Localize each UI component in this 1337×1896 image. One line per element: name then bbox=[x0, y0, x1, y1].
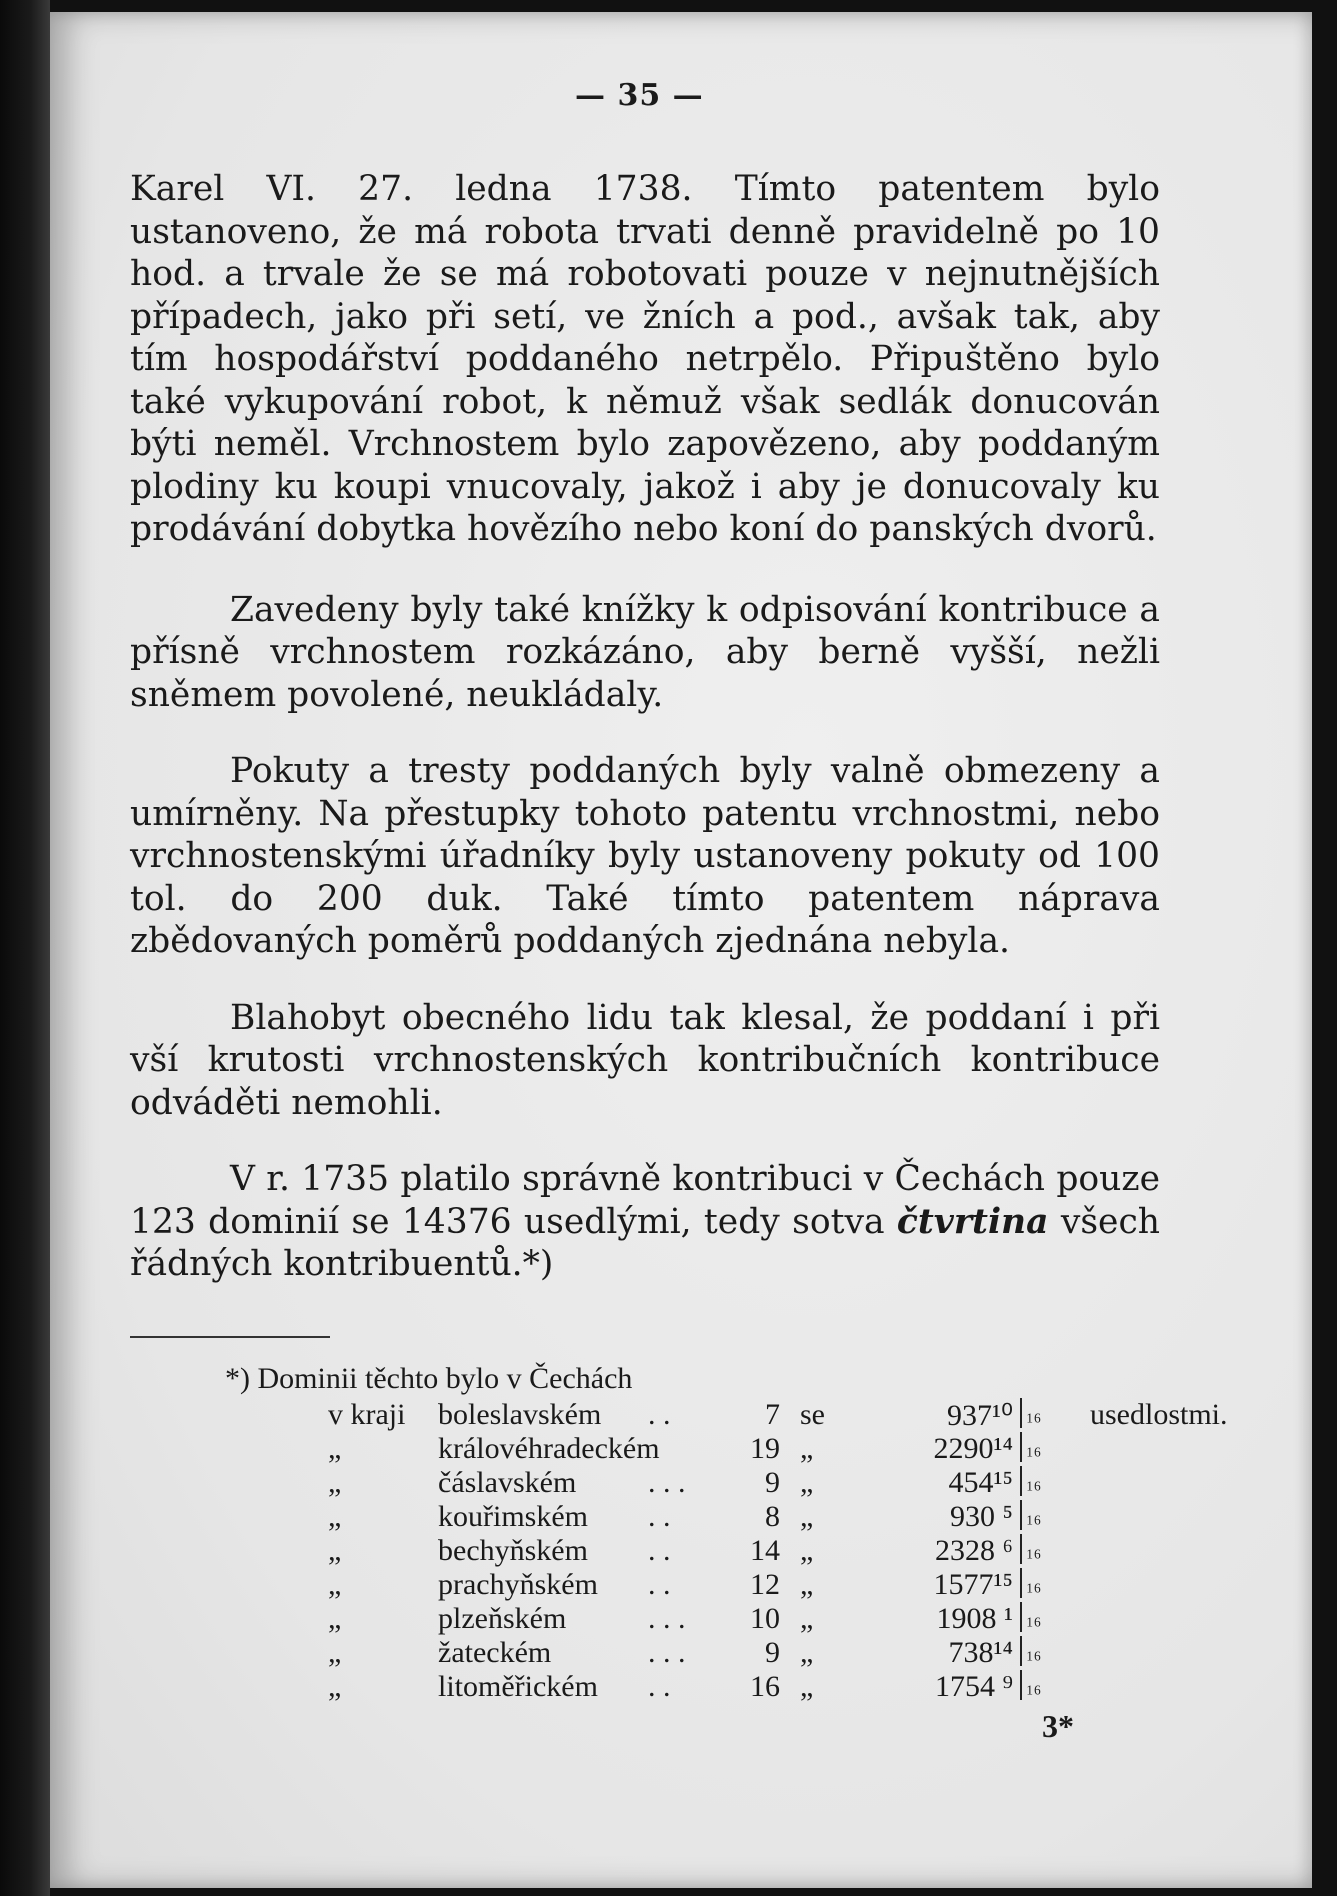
footnote-row bbox=[130, 1500, 1150, 1534]
paragraph-2: Zavedeny byly také knížky k odpisování kontribuce a přísně vrchnostem rozkázáno, aby berně vyšší, nežli sněmem povolené, neukládaly. bbox=[130, 589, 1160, 715]
row-region: prachyňském bbox=[438, 1568, 598, 1601]
row-value: 930 ⁵ bbox=[950, 1500, 1013, 1533]
row-value: 1577¹⁵ bbox=[933, 1568, 1013, 1601]
row-dots: . . bbox=[648, 1534, 671, 1567]
row-fraction-bar bbox=[1020, 1534, 1022, 1564]
row-fraction-bar bbox=[1020, 1568, 1022, 1598]
paragraph-3: Pokuty a tresty poddaných byly valně obmezeny a umírněny. Na přestupky tohoto patentu vrchnostmi, nebo vrchnostenskými úřadníky byly ustanoveny pokuty od 100 tol. do 200 duk. Také tímto patentem náprava zbědovaných poměrů poddaných zjednána nebyla. bbox=[130, 751, 1160, 961]
row-fraction-bar bbox=[1020, 1398, 1022, 1428]
row-fraction: ₁₆ bbox=[1026, 1534, 1042, 1559]
row-dots: . . . bbox=[648, 1602, 686, 1635]
row-count: 16 bbox=[750, 1670, 780, 1703]
row-suffix: usedlostmi. bbox=[1090, 1398, 1228, 1431]
row-se: „ bbox=[800, 1500, 814, 1533]
row-fraction: ₁₆ bbox=[1026, 1602, 1042, 1627]
row-se: „ bbox=[800, 1636, 814, 1669]
page-number: — 35 — bbox=[575, 78, 704, 113]
row-count: 14 bbox=[750, 1534, 780, 1567]
row-count: 12 bbox=[750, 1568, 780, 1601]
row-count: 19 bbox=[750, 1432, 780, 1465]
row-count: 9 bbox=[765, 1636, 780, 1669]
paragraph-5 bbox=[130, 1158, 1160, 1286]
footnote-table bbox=[130, 1398, 1228, 1704]
row-fraction-bar bbox=[1020, 1636, 1022, 1666]
row-count: 7 bbox=[765, 1398, 780, 1431]
row-dots: . . bbox=[648, 1500, 671, 1533]
row-prefix: „ bbox=[328, 1466, 342, 1499]
row-prefix: „ bbox=[328, 1670, 342, 1703]
row-se: „ bbox=[800, 1670, 814, 1703]
row-region: boleslavském bbox=[438, 1398, 602, 1431]
row-prefix: „ bbox=[328, 1602, 342, 1635]
footnote-row bbox=[130, 1602, 1150, 1636]
signature-mark: 3* bbox=[1042, 1708, 1074, 1744]
row-region: kouřimském bbox=[438, 1500, 588, 1533]
row-dots: . . bbox=[648, 1398, 671, 1431]
row-dots: . . . bbox=[648, 1466, 686, 1499]
footnote-row bbox=[130, 1534, 1150, 1568]
footnote-rule bbox=[130, 1336, 330, 1338]
row-se: „ bbox=[800, 1602, 814, 1635]
row-se: „ bbox=[800, 1534, 814, 1567]
row-prefix: „ bbox=[328, 1432, 342, 1465]
row-region: žateckém bbox=[438, 1636, 552, 1669]
row-prefix: „ bbox=[328, 1534, 342, 1567]
row-region: bechyňském bbox=[438, 1534, 588, 1567]
row-fraction-bar bbox=[1020, 1432, 1022, 1462]
row-fraction: ₁₆ bbox=[1026, 1398, 1042, 1423]
row-se: „ bbox=[800, 1568, 814, 1601]
row-region: plzeňském bbox=[438, 1602, 567, 1635]
row-value: 454¹⁵ bbox=[948, 1466, 1013, 1499]
footnote-row bbox=[130, 1568, 1150, 1602]
row-value: 2290¹⁴ bbox=[933, 1432, 1013, 1465]
row-fraction: ₁₆ bbox=[1026, 1466, 1042, 1491]
paragraph-5-end: všech řádných kontribuentů.*) bbox=[130, 1201, 1160, 1284]
row-se: „ bbox=[800, 1466, 814, 1499]
row-se: „ bbox=[800, 1432, 814, 1465]
row-fraction: ₁₆ bbox=[1026, 1432, 1042, 1457]
row-se: se bbox=[800, 1398, 825, 1431]
row-prefix: v kraji bbox=[328, 1398, 406, 1431]
row-dots: . . bbox=[648, 1670, 671, 1703]
paragraph-5-text: V r. 1735 platilo správně kontribuci v Čechách pouze 123 dominií se 14376 usedlými, tedy sotva bbox=[130, 1159, 1160, 1242]
book-binding-shadow bbox=[0, 0, 50, 1896]
row-fraction-bar bbox=[1020, 1602, 1022, 1632]
row-count: 9 bbox=[765, 1466, 780, 1499]
row-prefix: „ bbox=[328, 1568, 342, 1601]
footnote-row bbox=[130, 1432, 1150, 1466]
row-region: královéhradeckém bbox=[438, 1432, 660, 1465]
row-region: litoměřickém bbox=[438, 1670, 598, 1703]
row-value: 937¹⁰ bbox=[946, 1399, 1013, 1432]
footnote-row bbox=[130, 1636, 1150, 1670]
row-prefix: „ bbox=[328, 1636, 342, 1669]
footnote-row bbox=[130, 1398, 1228, 1432]
row-prefix: „ bbox=[328, 1500, 342, 1533]
footnote bbox=[130, 1360, 1228, 1704]
row-fraction-bar bbox=[1020, 1670, 1022, 1700]
row-fraction: ₁₆ bbox=[1026, 1670, 1042, 1695]
emphasis-word: čtvrtina bbox=[896, 1201, 1049, 1242]
body-text bbox=[130, 168, 1160, 1320]
paragraph-1: Karel VI. 27. ledna 1738. Tímto patentem bylo ustanoveno, že má robota trvati denně pravidelně po 10 hod. a trvale že se má robotovati pouze v nejnutnějších případech, jako při setí, ve žních a pod., avšak tak, aby tím hospodářství poddaného netrpělo. Připuštěno bylo také vykupování robot, k němuž však sedlák donucován býti neměl. Vrchnostem bylo zapovězeno, aby poddaným plodiny ku koupi vnucovaly, jakož i aby je donucovaly ku prodávání dobytka hovězího nebo koní do panských dvorů. bbox=[130, 169, 1160, 549]
row-dots: . . . bbox=[648, 1636, 686, 1669]
row-fraction: ₁₆ bbox=[1026, 1500, 1042, 1525]
row-count: 8 bbox=[765, 1500, 780, 1533]
footnote-row bbox=[130, 1670, 1150, 1704]
footnote-row bbox=[130, 1466, 1150, 1500]
row-fraction-bar bbox=[1020, 1466, 1022, 1496]
row-value: 1908 ¹ bbox=[936, 1602, 1013, 1635]
row-fraction: ₁₆ bbox=[1026, 1636, 1042, 1661]
row-value: 738¹⁴ bbox=[948, 1636, 1013, 1669]
paragraph-4: Blahobyt obecného lidu tak klesal, že poddaní i při vší krutosti vrchnostenských kontribučních kontribuce odváděti nemohli. bbox=[130, 997, 1160, 1123]
row-value: 1754 ⁹ bbox=[935, 1670, 1013, 1703]
row-value: 2328 ⁶ bbox=[935, 1534, 1013, 1567]
row-fraction: ₁₆ bbox=[1026, 1568, 1042, 1593]
row-dots: . . bbox=[648, 1568, 671, 1601]
row-region: čáslavském bbox=[438, 1466, 577, 1499]
row-fraction-bar bbox=[1020, 1500, 1022, 1530]
row-count: 10 bbox=[750, 1602, 780, 1635]
footnote-heading: *) Dominii těchto bylo v Čechách bbox=[225, 1362, 633, 1395]
